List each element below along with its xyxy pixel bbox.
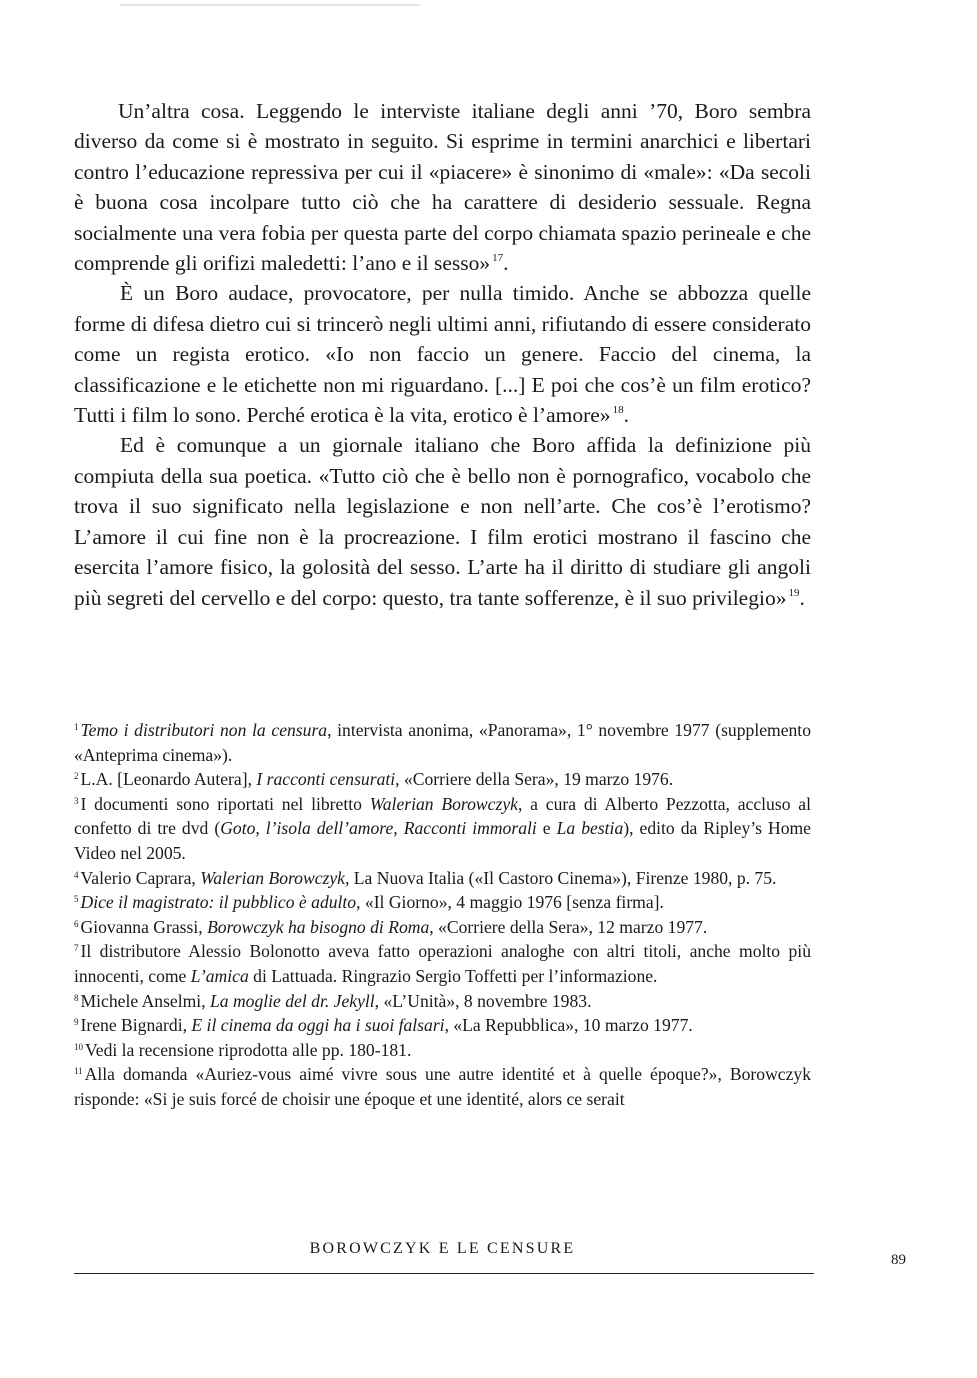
footnote-ref[interactable]: 18 (612, 404, 624, 417)
footnote-text: Michele Anselmi, (80, 990, 210, 1011)
footnote-title: Walerian Borowczyk (369, 793, 518, 814)
footnote (74, 939, 811, 988)
footnote-text: , «L’Unità», 8 novembre 1983. (374, 990, 592, 1011)
footnote-title: Walerian Borowczyk, (200, 867, 350, 888)
footnote-number: 8 (74, 992, 79, 1003)
footnote-text: , «Il Giorno», 4 maggio 1976 [senza firma]. (356, 892, 664, 913)
footnote-title: Dice il magistrato: il pubblico è adulto (80, 892, 357, 913)
footer-rule (74, 1273, 814, 1274)
footnote-number: 6 (74, 918, 79, 929)
footnote-text: La Nuova Italia («Il Castoro Cinema»), Firenze 1980, p. 75. (349, 867, 777, 888)
footnote-text: Il distributore Alessio Bolonotto aveva fatto operazioni analoghe con altri titoli, anche molto più innocenti, come (74, 941, 811, 986)
footnote-number: 2 (74, 771, 79, 782)
footnote-number: 5 (74, 894, 79, 905)
footnote-number: 4 (74, 869, 79, 880)
footnote-number: 11 (74, 1066, 83, 1077)
running-head: BOROWCZYK E LE CENSURE (309, 1240, 576, 1257)
footnote-title: I racconti censurati (256, 769, 396, 790)
footnote-number: 3 (74, 795, 79, 806)
footnote-number: 1 (74, 722, 79, 732)
footnote (74, 1038, 811, 1063)
footnote-text: e (536, 818, 557, 839)
footnote-title: L’amica (190, 965, 249, 986)
footnote-number: 7 (74, 943, 79, 954)
footnote-text: , «Corriere della Sera», 12 marzo 1977. (429, 916, 708, 937)
footnote-title: La moglie del dr. Jekyll (210, 990, 375, 1011)
footnote-text: ), edito da Ripley’s Home Video nel 2005. (74, 818, 811, 863)
footnote (74, 718, 811, 767)
body-paragraph: Ed è comunque a un giornale italiano che Boro affida la definizione più compiuta della sua poetica. «Tutto ciò che è bello non è pornografico, vocabolo che trova il suo significato nella legislazione e non nell’arte. Che cos’è l’erotismo? L’amore il cui fine non è la procreazione. I film erotici mostrano il fascino che esercita l’amore fisico, la golosità del sesso. L’arte ha il diritto di studiare gli angoli più segreti del cervello e del corpo: questo, tra tante sofferenze, è il suo privilegio» $^{19}$. (74, 433, 811, 610)
footnote-text: L.A. [Leonardo Autera], (80, 769, 257, 790)
footnote-title: E il cinema da oggi ha i suoi falsari (191, 1015, 445, 1036)
page-number: 89 (891, 1252, 906, 1268)
footnote-text: , a cura di Alberto Pezzotta, accluso al confetto di tre dvd ( (74, 793, 811, 839)
footnote-text: , intervista anonima, «Panorama», 1° novembre 1977 (supplemento «Anteprima cinema»). (74, 720, 811, 765)
footnotes (74, 718, 811, 1112)
footnote (74, 1062, 811, 1111)
footnote (74, 890, 811, 915)
footnote-text: Valerio Caprara, (80, 867, 201, 888)
footnote-title: Temo i distributori non la censura (80, 720, 328, 740)
footnote (74, 866, 811, 891)
footnote-text: Irene Bignardi, (80, 1015, 192, 1036)
footnote-text: Alla domanda «Auriez-vous aimé vivre sous une autre identité et à quelle époque?», Borowczyk risponde: «Si je suis forcé de choisir une époque et une identité, alors ce serait (74, 1064, 811, 1109)
footnote-text: I documenti sono riportati nel libretto (80, 793, 370, 814)
footnote-title: Borowczyk ha bisogno di Roma (207, 916, 430, 937)
footnote-title: Goto, l’isola dell’amore, Racconti immorali (220, 818, 537, 839)
footnote (74, 915, 811, 940)
footnote-title: La bestia (556, 818, 624, 839)
footnote-text: Giovanna Grassi, (80, 916, 208, 937)
footnote (74, 989, 811, 1014)
footnote (74, 767, 811, 792)
footnote-ref[interactable]: 19 (788, 586, 800, 599)
body-paragraph: Un’altra cosa. Leggendo le interviste italiane degli anni ’70, Boro sembra diverso da come si è mostrato in seguito. Si esprime in termini anarchici e libertari contro l’educazione repressiva per cui il «piacere» è sinonimo di «male»: «Da secoli è buona cosa incolpare tutto ciò che ha carattere di desiderio sessuale. Regna socialmente una vera fobia per questa parte del corpo chiamata spazio perineale e che comprende gli orifizi maledetti: l’ano e il sesso» $^{17}$. (74, 99, 811, 276)
footnote-text: , «La Repubblica», 10 marzo 1977. (444, 1015, 693, 1036)
scan-artifact (120, 4, 420, 6)
main-text (74, 96, 811, 613)
footnote-number: 10 (74, 1041, 83, 1052)
footnote (74, 1013, 811, 1038)
footnote-number: 9 (74, 1017, 79, 1028)
footnote-text: Vedi la recensione riprodotta alle pp. 180-181. (85, 1039, 412, 1060)
footnote-ref[interactable]: 17 (492, 252, 504, 265)
footnote (74, 792, 811, 866)
body-paragraph: È un Boro audace, provocatore, per nulla timido. Anche se abbozza quelle forme di difesa dietro cui si trincerò negli ultimi anni, rifiutando di essere considerato come un regista erotico. «Io non faccio un genere. Faccio del cinema, la classificazione e le etichette non mi riguardano. [...] E poi che cos’è un film erotico? Tutti i film lo sono. Perché erotica è la vita, erotico è l’amore» $^{18}$. (74, 281, 811, 428)
footnote-text: di Lattuada. Ringrazio Sergio Toffetti per l’informazione. (248, 965, 658, 986)
footnote-text: , «Corriere della Sera», 19 marzo 1976. (395, 769, 674, 790)
